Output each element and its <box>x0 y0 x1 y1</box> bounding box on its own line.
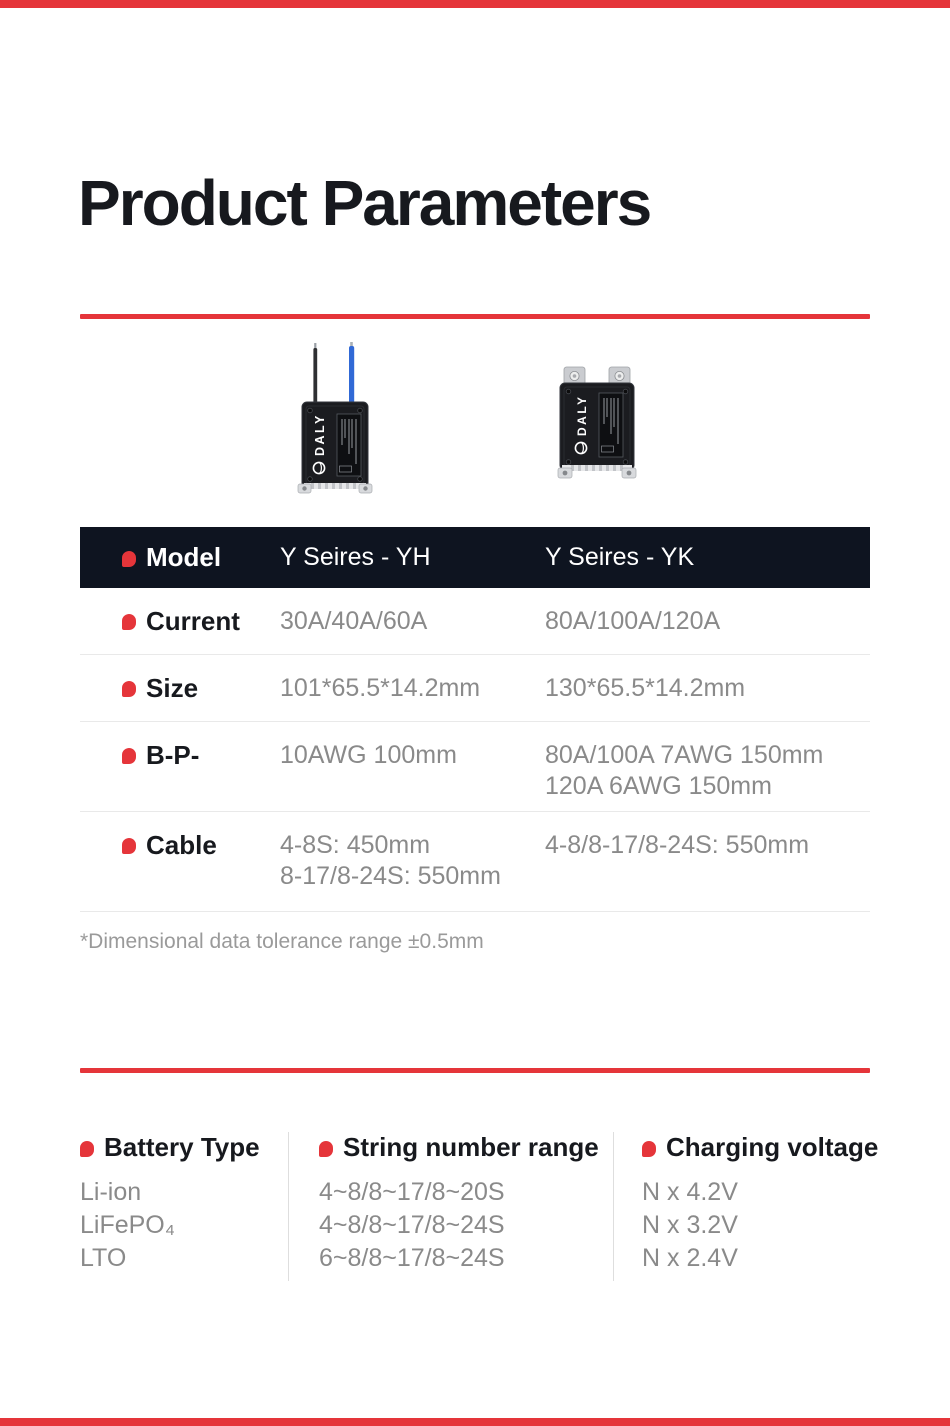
list-item: 6~8/8~17/8~24S <box>319 1244 505 1272</box>
parameters-table <box>80 527 870 912</box>
string-range-header <box>319 1132 613 1163</box>
cell-yk-cable <box>545 830 870 861</box>
table-row-cable <box>80 812 870 912</box>
table-row-current <box>80 588 870 655</box>
row-label-text: Size <box>146 673 199 703</box>
list-item: N x 3.2V <box>642 1211 738 1239</box>
list-item: 4~8/8~17/8~24S <box>319 1211 505 1239</box>
product-image-y-series-yh <box>297 342 373 499</box>
red-bullet-icon <box>642 1141 656 1157</box>
bms-with-tabs-illustration <box>557 366 637 488</box>
battery-type-column <box>80 1132 288 1281</box>
daly-logo-text: DALY <box>313 413 327 456</box>
row-label <box>80 673 280 704</box>
battery-type-header <box>80 1132 288 1163</box>
red-bullet-icon <box>80 1141 94 1157</box>
charging-voltage-header <box>642 1132 879 1163</box>
product-image-y-series-yk <box>557 366 637 493</box>
list-item: N x 2.4V <box>642 1244 738 1272</box>
row-label <box>80 740 280 771</box>
row-label-text: Current <box>146 606 240 636</box>
column-header-yh: Y Seires - YH <box>280 543 431 571</box>
daly-logo-text: DALY <box>575 394 589 436</box>
row-label-text: B-P- <box>146 740 200 770</box>
string-range-column <box>288 1132 613 1281</box>
red-bullet-icon <box>122 838 136 854</box>
cell-yh-cable <box>280 830 545 892</box>
list-item: 4~8/8~17/8~20S <box>319 1178 505 1206</box>
list-item: LTO <box>80 1244 127 1272</box>
column-title: String number range <box>343 1132 599 1162</box>
cell-yh-current <box>280 606 545 637</box>
table-row-bp <box>80 722 870 812</box>
list-item: Li-ion <box>80 1178 142 1206</box>
column-header-yk: Y Seires - YK <box>545 543 695 571</box>
red-bullet-icon <box>122 551 136 567</box>
cell-line: 8-17/8-24S: 550mm <box>280 862 501 890</box>
column-title: Charging voltage <box>666 1132 879 1162</box>
charging-voltage-column <box>613 1132 879 1281</box>
top-red-bar <box>0 0 950 8</box>
cell-line: 10AWG 100mm <box>280 741 457 769</box>
cell-line: 130*65.5*14.2mm <box>545 674 746 702</box>
cell-line: 4-8S: 450mm <box>280 831 431 859</box>
row-label-text: Cable <box>146 830 217 860</box>
red-bullet-icon <box>122 748 136 764</box>
cell-line: 120A 6AWG 150mm <box>545 772 772 800</box>
red-bullet-icon <box>122 614 136 630</box>
cell-yh-bp <box>280 740 545 771</box>
cell-yk-size <box>545 673 870 704</box>
model-label: Model <box>146 542 222 572</box>
cell-yh-size <box>280 673 545 704</box>
section-divider <box>80 1068 870 1073</box>
title-underline <box>80 314 870 319</box>
red-bullet-icon <box>319 1141 333 1157</box>
row-label <box>80 606 280 637</box>
column-title: Battery Type <box>104 1132 260 1162</box>
bottom-red-bar <box>0 1418 950 1426</box>
cell-line: 80A/100A 7AWG 150mm <box>545 741 824 769</box>
row-label <box>80 830 280 861</box>
bms-with-wires-illustration <box>297 342 373 494</box>
cell-line: 101*65.5*14.2mm <box>280 674 481 702</box>
red-bullet-icon <box>122 681 136 697</box>
cell-line: 30A/40A/60A <box>280 607 428 635</box>
page-title: Product Parameters <box>78 167 651 239</box>
battery-specs-section <box>80 1132 879 1281</box>
cell-yk-current <box>545 606 870 637</box>
table-header-model <box>80 542 280 573</box>
cell-line: 4-8/8-17/8-24S: 550mm <box>545 831 810 859</box>
list-item: N x 4.2V <box>642 1178 738 1206</box>
tolerance-footnote: *Dimensional data tolerance range ±0.5mm <box>80 930 484 953</box>
table-row-size <box>80 655 870 722</box>
list-item: LiFePO₄ <box>80 1211 175 1239</box>
cell-yk-bp <box>545 740 870 802</box>
table-header-row <box>80 527 870 588</box>
cell-line: 80A/100A/120A <box>545 607 721 635</box>
